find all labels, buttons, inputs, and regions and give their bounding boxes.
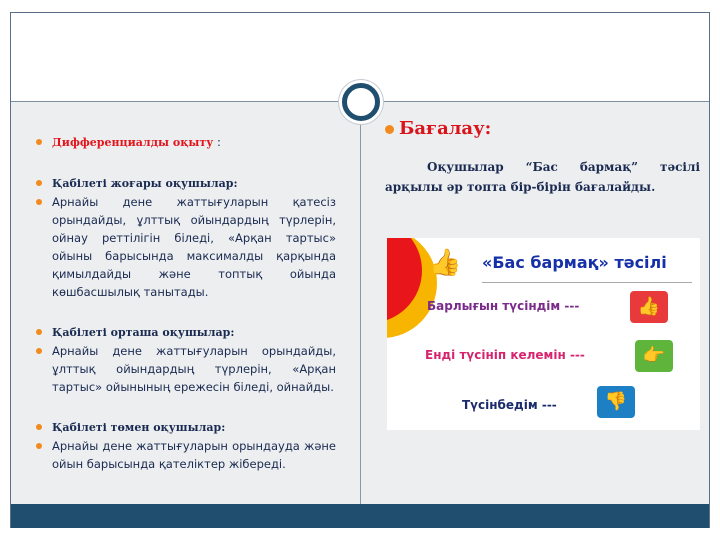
bullet-icon xyxy=(36,348,42,354)
mid-heading: Қабілеті орташа оқушылар: xyxy=(52,326,235,339)
thumb-up-icon: 👍 xyxy=(630,291,668,323)
thumb-method-picture xyxy=(387,238,700,430)
bullet-icon xyxy=(36,424,42,430)
section-title: Дифференциалды оқыту xyxy=(52,136,214,149)
slide-footer-bar xyxy=(11,504,709,528)
low-heading: Қабілеті төмен оқушылар: xyxy=(52,421,226,434)
thumbs-up-hand-icon: 👍 xyxy=(429,248,462,278)
picture-title: «Бас бармақ» тәсілі xyxy=(482,253,667,272)
list-item xyxy=(36,133,336,152)
list-item xyxy=(36,193,336,301)
assessment-heading-text: Бағалау: xyxy=(399,118,492,139)
bullet-icon xyxy=(385,125,394,134)
thumb-side-icon: 👉 xyxy=(635,340,673,372)
mid-text: Арнайы дене жаттығуларын орындайды, ұлттық ойындардың түрлерін, «Арқан тартыс» ойынының ережесін біледі, ойнайды. xyxy=(52,344,336,394)
assessment-text: Оқушылар “Бас бармақ” тәсілі арқылы әр топта бір-бірін бағалайды. xyxy=(385,160,700,194)
divider-line xyxy=(482,282,692,283)
high-text: Арнайы дене жаттығуларын қатесіз орындайды, ұлттық ойындардың түрлерін, ойнау реттілігін біледі, «Арқан тартыс» ойыны барысында максималды қарқында қимылдайды және топтық ойында көшбасшылық танытады. xyxy=(52,195,336,299)
thumb-down-icon: 👎 xyxy=(597,386,635,418)
row-label: Енді түсініп келемін --- xyxy=(425,348,585,362)
bullet-icon xyxy=(36,180,42,186)
decorative-circle-icon xyxy=(342,83,380,121)
low-text: Арнайы дене жаттығуларын орындауда және ойын барысында қателіктер жібереді. xyxy=(52,439,336,471)
row-label: Түсінбедім --- xyxy=(462,398,557,412)
row-label: Барлығын түсіндім --- xyxy=(427,299,580,313)
list-item xyxy=(36,437,336,473)
list-item xyxy=(36,323,336,342)
bullet-icon xyxy=(36,199,42,205)
right-column xyxy=(385,118,700,197)
list-item xyxy=(36,418,336,437)
high-heading: Қабілеті жоғары оқушылар: xyxy=(52,177,238,190)
column-divider xyxy=(360,101,361,504)
assessment-heading xyxy=(385,118,700,139)
list-item xyxy=(36,342,336,396)
bullet-icon xyxy=(36,443,42,449)
bullet-icon xyxy=(36,139,42,145)
title-suffix: : xyxy=(213,135,221,149)
left-column xyxy=(36,133,336,473)
list-item xyxy=(36,174,336,193)
bullet-icon xyxy=(36,329,42,335)
